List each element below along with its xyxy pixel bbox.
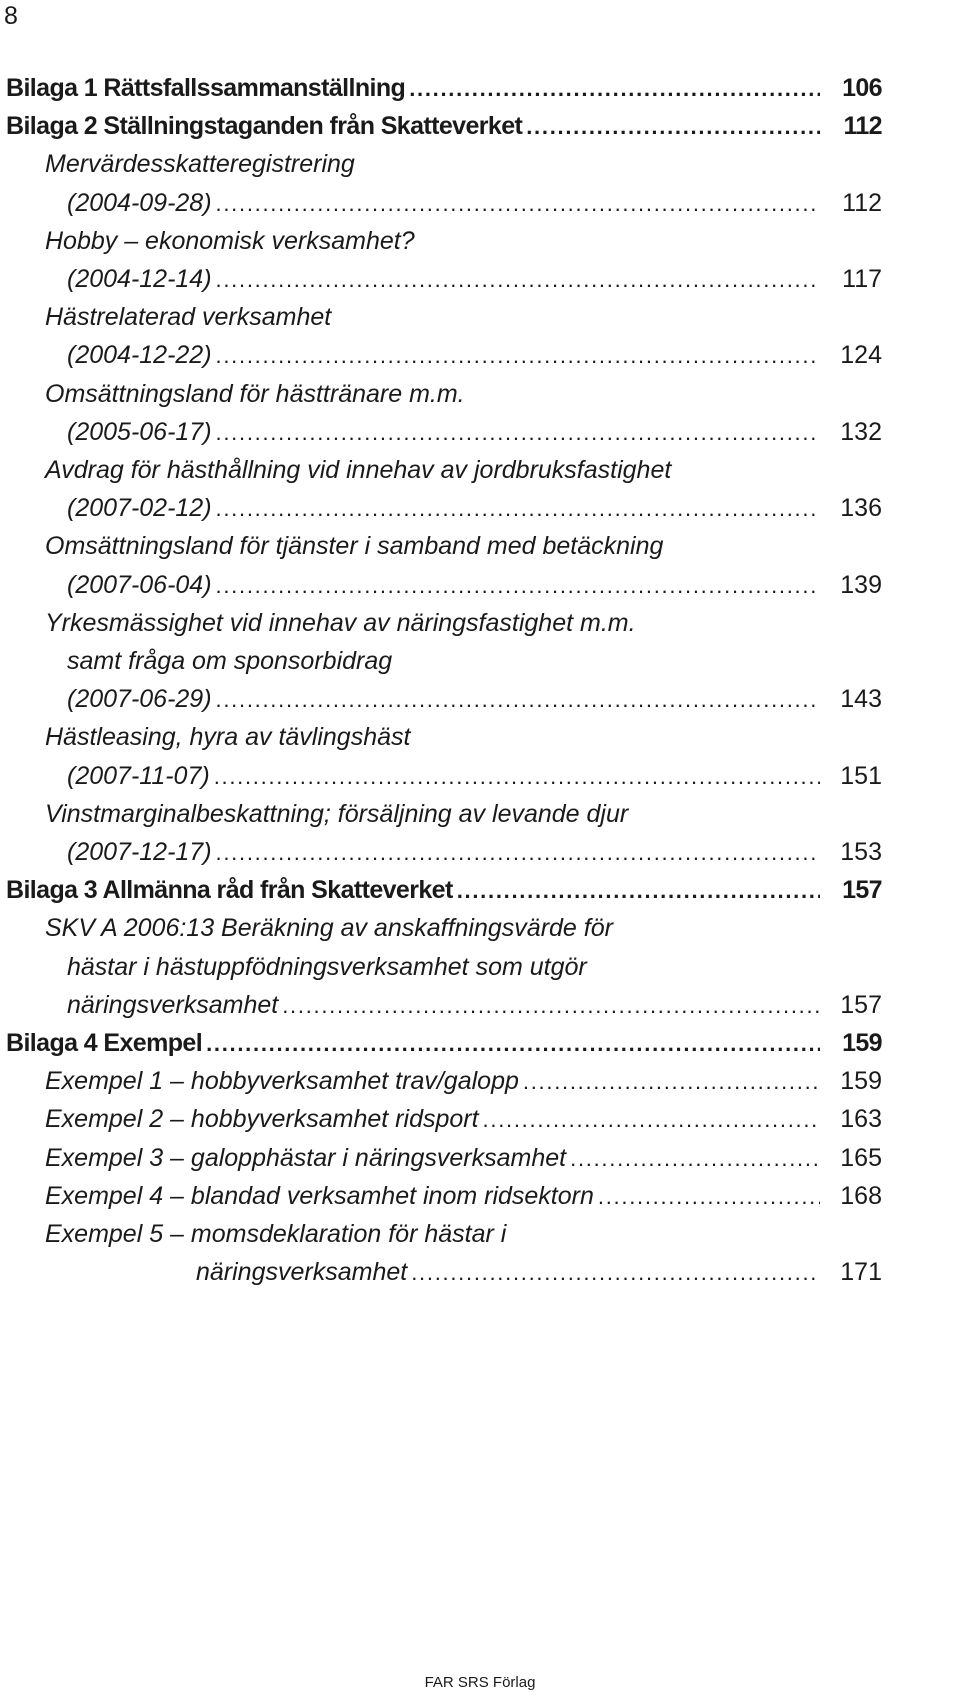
toc-dot-leader [282, 988, 820, 1024]
toc-entry-title: (2007-12-17) [67, 838, 212, 866]
toc-page-number: 165 [840, 1143, 882, 1172]
toc-entry-title: (2004-09-28) [67, 188, 212, 217]
toc-dot-leader [214, 759, 820, 795]
toc-page-number: 159 [842, 1029, 882, 1057]
toc-dot-leader [457, 873, 820, 909]
toc-entry[interactable] [67, 987, 882, 1023]
toc-dot-leader [216, 835, 820, 871]
toc-entry-title: (2005-06-17) [67, 417, 212, 446]
toc-entry-title: SKV A 2006:13 Beräkning av anskaffningsvärde för [45, 914, 613, 943]
toc-dot-leader [216, 415, 820, 451]
toc-entry[interactable] [196, 1254, 882, 1290]
toc-page-number: 132 [840, 417, 882, 446]
toc-entry-title: Bilaga 4 Exempel [6, 1029, 203, 1057]
toc-page-number: 139 [840, 570, 882, 599]
toc-entry-title: samt fråga om sponsorbidrag [67, 647, 393, 675]
toc-page-number: 112 [843, 112, 882, 141]
toc-entry-title: (2004-12-14) [67, 265, 212, 293]
toc-page-number: 117 [842, 265, 882, 293]
toc-entry[interactable] [6, 108, 882, 144]
toc-entry-title: Omsättningsland för hästtränare m.m. [45, 379, 465, 408]
toc-dot-leader [483, 1102, 820, 1138]
toc-entry[interactable] [67, 567, 882, 603]
toc-entry[interactable] [67, 643, 882, 679]
toc-dot-leader [526, 109, 820, 145]
toc-page-number: 157 [842, 876, 882, 905]
toc-page-number: 171 [840, 1258, 882, 1287]
toc-entry[interactable] [45, 528, 882, 564]
toc-entry[interactable] [6, 1025, 882, 1061]
toc-dot-leader [216, 186, 820, 222]
toc-entry[interactable] [45, 146, 882, 182]
toc-entry-title: Exempel 5 – momsdeklaration för hästar i [45, 1220, 507, 1248]
toc-page-number: 151 [840, 761, 882, 790]
page-number: 8 [4, 2, 18, 30]
toc-page-number: 153 [840, 838, 882, 866]
toc-entry-title: (2007-06-04) [67, 570, 212, 599]
toc-entry-title: Vinstmarginalbeskattning; försäljning av levande djur [45, 799, 629, 828]
toc-entry[interactable] [45, 299, 882, 335]
toc-entry-title: (2007-11-07) [67, 761, 210, 790]
toc-entry-title: Hästleasing, hyra av tävlingshäst [45, 723, 411, 752]
toc-page-number: 168 [840, 1181, 882, 1210]
toc-entry-title: hästar i hästuppfödningsverksamhet som utgör [67, 952, 587, 981]
toc-entry[interactable] [45, 452, 882, 488]
toc-entry[interactable] [67, 261, 882, 297]
toc-page-number: 106 [842, 74, 882, 102]
toc-entry-title: Yrkesmässighet vid innehav av näringsfastighet m.m. [45, 608, 636, 637]
toc-page-number: 124 [840, 341, 882, 370]
toc-dot-leader [411, 1255, 820, 1291]
toc-entry[interactable] [45, 223, 882, 259]
toc-dot-leader [570, 1141, 820, 1177]
toc-entry[interactable] [45, 1101, 882, 1137]
toc-entry[interactable] [67, 490, 882, 526]
toc-entry[interactable] [67, 834, 882, 870]
toc-entry[interactable] [67, 414, 882, 450]
toc-page-number: 136 [840, 494, 882, 523]
toc-entry-title: Exempel 3 – galopphästar i näringsverksamhet [45, 1143, 567, 1172]
toc-entry[interactable] [45, 719, 882, 755]
toc-entry[interactable] [67, 949, 882, 985]
toc-entry[interactable] [45, 1140, 882, 1176]
toc-page-number: 143 [840, 685, 882, 714]
toc-entry[interactable] [45, 1063, 882, 1099]
toc-entry-title: Omsättningsland för tjänster i samband med betäckning [45, 532, 664, 561]
toc-dot-leader [206, 1026, 820, 1062]
toc-entry-title: Hobby – ekonomisk verksamhet? [45, 226, 415, 255]
toc-dot-leader [598, 1179, 820, 1215]
toc-entry-title: (2007-02-12) [67, 494, 212, 523]
toc-entry-title: Exempel 1 – hobbyverksamhet trav/galopp [45, 1067, 519, 1096]
toc-page-number: 157 [840, 990, 882, 1019]
toc-entry-title: Avdrag för hästhållning vid innehav av jordbruksfastighet [45, 456, 672, 484]
toc-dot-leader [216, 682, 820, 718]
publisher-footer: FAR SRS Förlag [424, 1674, 536, 1691]
toc-entry[interactable] [67, 337, 882, 373]
toc-entry[interactable] [6, 70, 882, 106]
toc-dot-leader [409, 71, 820, 107]
toc-entry[interactable] [45, 910, 882, 946]
toc-entry-title: Hästrelaterad verksamhet [45, 303, 332, 332]
toc-entry[interactable] [67, 185, 882, 221]
toc-entry[interactable] [45, 1216, 882, 1252]
toc-entry-title: Exempel 4 – blandad verksamhet inom ridsektorn [45, 1181, 594, 1210]
toc-entry-title: Mervärdesskatteregistrering [45, 150, 355, 179]
toc-dot-leader [216, 262, 820, 298]
toc-page-number: 163 [840, 1105, 882, 1134]
toc-entry-title: Exempel 2 – hobbyverksamhet ridsport [45, 1105, 479, 1134]
toc-entry[interactable] [6, 872, 882, 908]
toc-page-number: 112 [842, 188, 882, 217]
toc-entry-title: (2007-06-29) [67, 685, 212, 714]
toc-entry-title: näringsverksamhet [67, 990, 279, 1019]
toc-entry[interactable] [45, 1178, 882, 1214]
toc-dot-leader [216, 568, 820, 604]
toc-entry-title: Bilaga 2 Ställningstaganden från Skatteverket [6, 112, 523, 141]
toc-entry-title: (2004-12-22) [67, 341, 212, 370]
toc-entry-title: Bilaga 1 Rättsfallssammanställning [6, 74, 406, 102]
toc-entry[interactable] [67, 758, 882, 794]
toc-entry[interactable] [45, 376, 882, 412]
toc-entry-title: näringsverksamhet [196, 1258, 408, 1287]
toc-dot-leader [216, 338, 820, 374]
toc-entry-title: Bilaga 3 Allmänna råd från Skatteverket [6, 876, 453, 905]
toc-entry[interactable] [67, 681, 882, 717]
toc-dot-leader [216, 491, 820, 527]
toc-dot-leader [523, 1064, 820, 1100]
toc-entry[interactable] [45, 796, 882, 832]
toc-entry[interactable] [45, 605, 882, 641]
toc-page-number: 159 [840, 1067, 882, 1096]
